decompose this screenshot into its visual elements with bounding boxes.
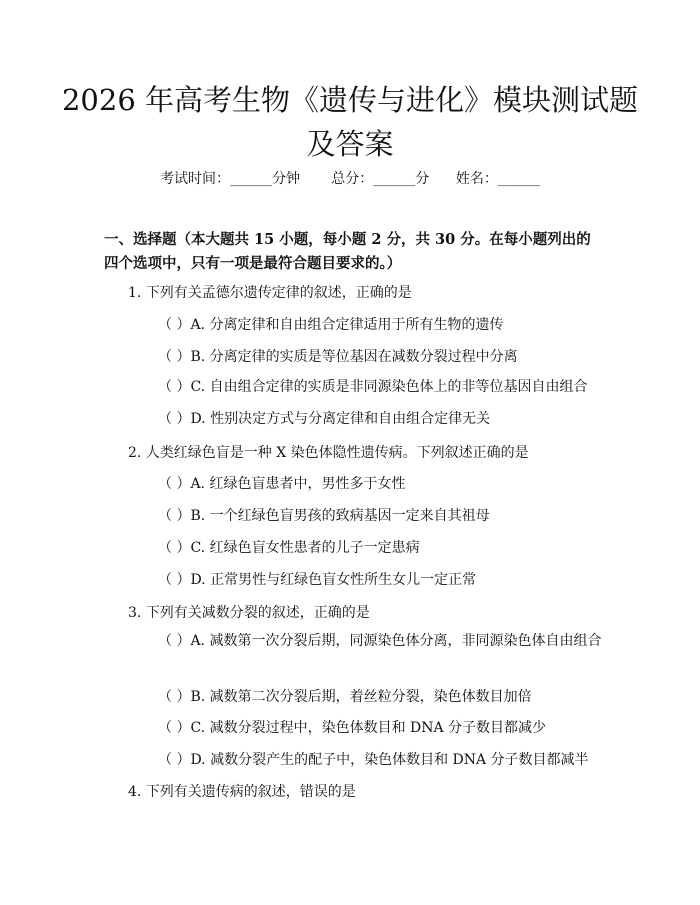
page-title: 2026 年高考生物《遗传与进化》模块测试题及答案 (61, 83, 639, 161)
exam-meta (0, 168, 700, 188)
time-unit: 分钟 (272, 171, 301, 187)
question-stem: 2. 人类红绿色盲是一种 X 染色体隐性遗传病。下列叙述正确的是 (128, 445, 529, 461)
score-label: 总分： (331, 171, 374, 187)
question-stem: 1. 下列有关孟德尔遗传定律的叙述，正确的是 (128, 285, 412, 301)
question-option: （ ）C. 红绿色盲女性患者的儿子一定患病 (158, 540, 420, 556)
question-option: （ ）C. 自由组合定律的实质是非同源染色体上的非等位基因自由组合 (158, 379, 588, 395)
question-option: （ ）D. 减数分裂产生的配子中，染色体数目和 DNA 分子数目都减半 (158, 752, 589, 768)
section-heading: 一、选择题（本大题共 15 小题，每小题 2 分，共 30 分。在每小题列出的四个选项中，只有一项是最符合题目要求的。） (104, 231, 591, 272)
score-blank: ______ (373, 171, 416, 187)
time-blank: ______ (230, 171, 273, 187)
name-blank: ______ (497, 171, 540, 187)
question-option: （ ）B. 分离定律的实质是等位基因在减数分裂过程中分离 (158, 349, 518, 365)
question-option: （ ）A. 分离定律和自由组合定律适用于所有生物的遗传 (158, 317, 504, 333)
question-option: （ ）A. 红绿色盲患者中，男性多于女性 (158, 476, 406, 492)
question-option: （ ）B. 减数第二次分裂后期，着丝粒分裂，染色体数目加倍 (158, 689, 532, 705)
name-label: 姓名： (455, 171, 498, 187)
question-stem: 3. 下列有关减数分裂的叙述，正确的是 (128, 605, 370, 621)
score-unit: 分 (415, 171, 430, 187)
time-label: 考试时间： (160, 171, 231, 187)
question-option: （ ）D. 性别决定方式与分离定律和自由组合定律无关 (158, 411, 491, 427)
question-option: （ ）A. 减数第一次分裂后期，同源染色体分离，非同源染色体自由组合 (158, 633, 602, 649)
question-option: （ ）D. 正常男性与红绿色盲女性所生女儿一定正常 (158, 572, 477, 588)
question-option: （ ）B. 一个红绿色盲男孩的致病基因一定来自其祖母 (158, 508, 490, 524)
question-option: （ ）C. 减数分裂过程中，染色体数目和 DNA 分子数目都减少 (158, 720, 547, 736)
question-stem: 4. 下列有关遗传病的叙述，错误的是 (128, 784, 356, 800)
